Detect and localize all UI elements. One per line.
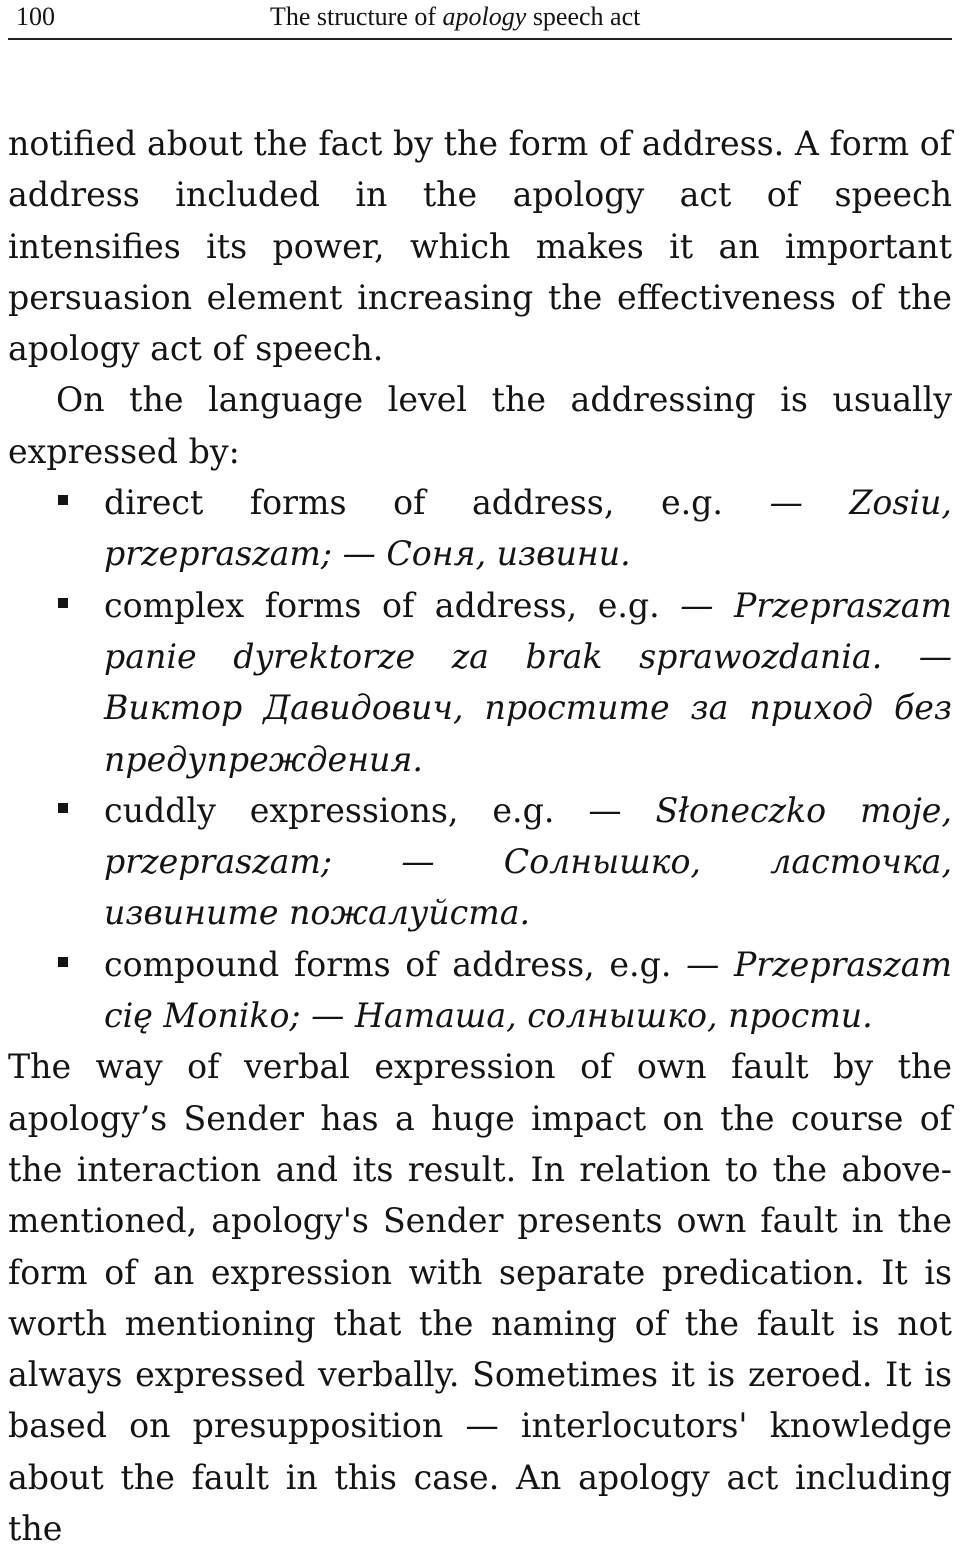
square-bullet-icon [58, 803, 68, 813]
running-title-part2: speech act [526, 2, 641, 31]
square-bullet-icon [58, 598, 68, 608]
paragraph-2: On the language level the addressing is usually expressed by: [8, 380, 952, 471]
list-item-lead: complex forms of address, e.g. [104, 585, 681, 625]
page-number: 100 [16, 2, 55, 31]
list-item-example: — Przepraszam panie dyrektorze za brak sprawozdania. — Виктор Давидович, простите за приход без предупреждения. [104, 585, 952, 779]
list-item [8, 580, 952, 785]
square-bullet-icon [58, 495, 68, 505]
paragraph-1: notified about the fact by the form of address. A form of address included in the apology act of speech intensifies its power, which makes it an important persuasion element increasing the effectiveness of the apology act of speech. [8, 124, 952, 369]
list-item-example: — Słoneczko moje, przepraszam; — Солнышко, ласточка, извините пожалуйста. [104, 790, 952, 933]
list-item [8, 785, 952, 939]
list-item-example: — Przepraszam cię Moniko; — Наташа, солнышко, прости. [104, 944, 952, 1036]
square-bullet-icon [58, 957, 68, 967]
list-item [8, 939, 952, 1042]
list-item-lead: direct forms of address, e.g. [104, 483, 770, 523]
running-title-italic: apology [442, 2, 527, 31]
page-body [8, 118, 952, 1554]
running-title-part1: The structure of [270, 2, 443, 31]
list-item-lead: cuddly expressions, e.g. [104, 790, 589, 830]
running-header [8, 0, 952, 40]
list-item [8, 477, 952, 580]
address-forms-list [8, 477, 952, 1041]
running-title [270, 2, 640, 32]
list-item-lead: compound forms of address, e.g. [104, 944, 687, 984]
paragraph-3: The way of verbal expression of own fault by the apology’s Sender has a huge impact on the course of the interaction and its result. In relation to the abovementioned, apology's Sender presents own fault in the form of an expression with separate predication. It is worth mentioning that the naming of the fault is not always expressed verbally. Sometimes it is zeroed. It is based on presupposition — interlocutors' knowledge about the fault in this case. An apology act including the [8, 1047, 952, 1549]
list-item-example: — Zosiu, przepraszam; — Соня, извини. [104, 483, 952, 574]
